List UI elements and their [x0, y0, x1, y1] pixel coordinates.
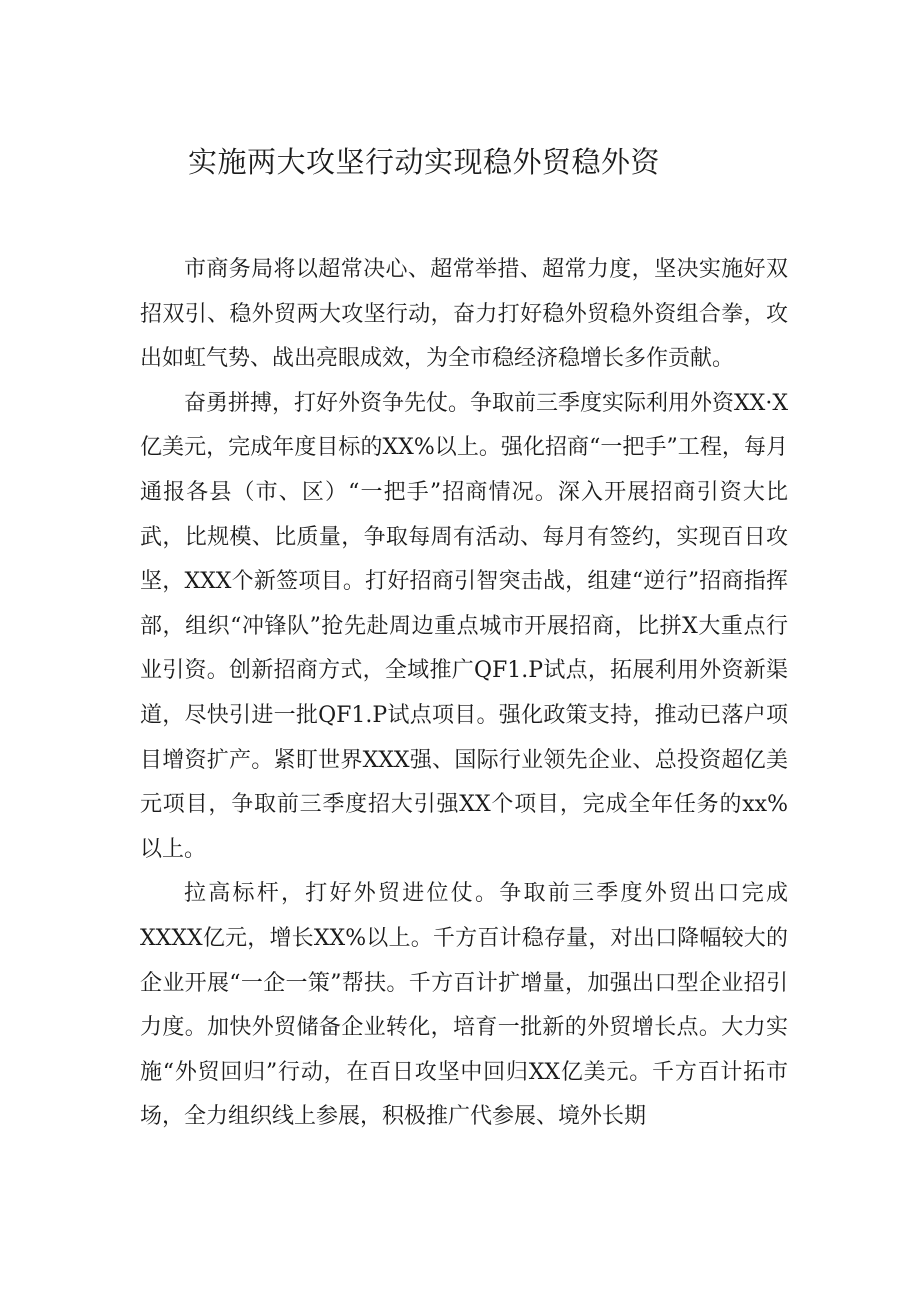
document-body — [140, 248, 788, 1140]
paragraph-foreign-investment: 奋勇拼搏，打好外资争先仗。争取前三季度实际利用外资XX·X亿美元，完成年度目标的XX%以上。强化招商“一把手”工程，每月通报各县（市、区）“一把手”招商情况。深入开展招商引资大比武，比规模、比质量，争取每周有活动、每月有签约，实现百日攻坚，XXX个新签项目。打好招商引智突击战，组建“逆行”招商指挥部，组织“冲锋队”抢先赴周边重点城市开展招商，比拼X大重点行业引资。创新招商方式，全域推广QF1.P试点，拓展利用外资新渠道，尽快引进一批QF1.P试点项目。强化政策支持，推动已落户项目增资扩产。紧盯世界XXX强、国际行业领先企业、总投资超亿美元项目，争取前三季度招大引强XX个项目，完成全年任务的xx%以上。 — [140, 390, 788, 862]
document-title: 实施两大攻坚行动实现稳外贸稳外资 — [188, 145, 661, 179]
paragraph-foreign-trade: 拉高标杆，打好外贸进位仗。争取前三季度外贸出口完成XXXX亿元，增长XX%以上。千方百计稳存量，对出口降幅较大的企业开展“一企一策”帮扶。千方百计扩增量，加强出口型企业招引力度。加快外贸储备企业转化，培育一批新的外贸增长点。大力实施“外贸回归”行动，在百日攻坚中回归XX亿美元。千方百计拓市场，全力组织线上参展，积极推广代参展、境外长期 — [140, 881, 788, 1130]
paragraph-intro: 市商务局将以超常决心、超常举措、超常力度，坚决实施好双招双引、稳外贸两大攻坚行动，奋力打好稳外贸稳外资组合拳，攻出如虹气势、战出亮眼成效，为全市稳经济稳增长多作贡献。 — [140, 257, 788, 372]
